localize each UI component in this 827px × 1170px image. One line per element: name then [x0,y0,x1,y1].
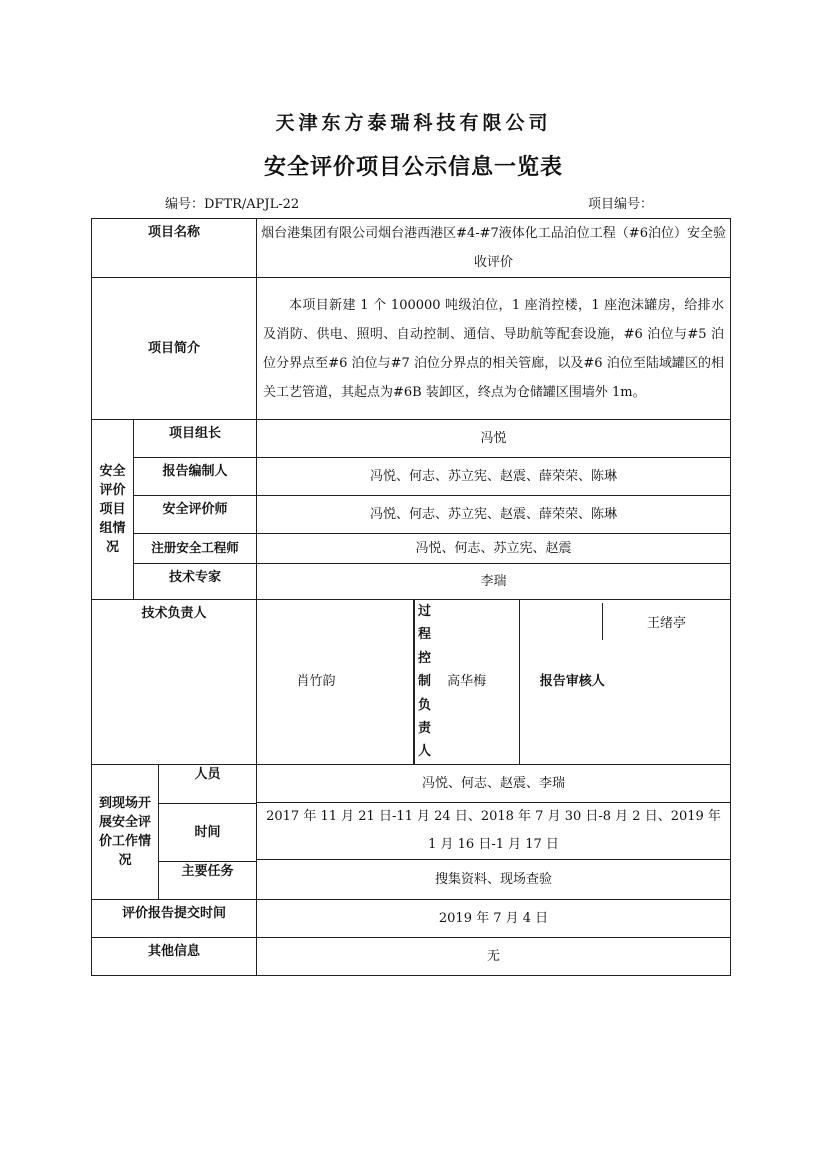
site-task-value: 搜集资料、现场查验 [257,860,731,899]
site-task-label: 主要任务 [181,863,234,879]
expert-value: 李瑞 [257,564,731,600]
row-site-people [92,764,731,802]
report-writer-label: 报告编制人 [134,458,257,496]
row-report-writer [92,458,731,496]
site-group-wrapper [92,765,256,899]
row-other-info [92,937,731,975]
site-group-cell [92,764,257,899]
site-people-label: 人员 [159,765,256,804]
project-number-label: 项目编号： [588,197,654,212]
submit-time-label: 评价报告提交时间 [92,899,257,937]
team-leader-value: 冯悦 [257,420,731,458]
engineer-label: 注册安全工程师 [134,534,257,564]
tech-responsible-value: 肖竹韵 [257,600,414,765]
project-intro-label: 项目简介 [92,278,257,420]
row-engineer [92,534,731,564]
engineer-value: 冯悦、何志、苏立宪、赵震 [257,534,731,564]
site-time-value: 2017 年 11 月 21 日-11 月 24 日、2018 年 7 月 30 日-8 月 2 日、2019 年 1 月 16 日-1 月 17 日 [257,803,731,860]
evaluator-label: 安全评价师 [134,496,257,534]
document-code: 编号：DFTR/APJL-22 [165,197,300,212]
project-intro-value: 本项目新建 1 个 100000 吨级泊位，1 座消控楼，1 座泡沫罐房，给排水及消防、供电、照明、自动控制、通信、导助航等配套设施，#6 泊位与#5 泊位分界点至#6 泊位与#7 泊位分界点的相关管廊，以及#6 泊位至陆域罐区的相关工艺管道，其起点为#6B 装卸区，终点为仓储罐区围墙外 1m。 [257,278,731,420]
process-responsible-value: 高华梅 [414,600,519,764]
review-value: 王绪亭 [602,603,730,640]
report-writer-value: 冯悦、何志、苏立宪、赵震、薛荣荣、陈琳 [257,458,731,496]
site-sub-labels [159,765,256,899]
expert-label: 技术专家 [134,564,257,600]
evaluator-value: 冯悦、何志、苏立宪、赵震、薛荣荣、陈琳 [257,496,731,534]
row-expert [92,564,731,600]
responsible-inner-table: 过程控制负责人 高华梅 报告审核人 [414,600,730,764]
row-project-intro [92,278,731,420]
row-team-leader [92,420,731,458]
team-leader-label: 项目组长 [134,420,257,458]
review-label: 报告审核人 [519,600,624,764]
info-table [91,218,731,976]
other-info-label: 其他信息 [92,937,257,975]
document-title: 安全评价项目公示信息一览表 [263,155,563,180]
tech-responsible-label: 技术负责人 [92,600,257,765]
company-name: 天津东方泰瑞科技有限公司 [275,112,552,134]
row-project-name [92,219,731,278]
project-name-label: 项目名称 [92,219,257,278]
row-submit-time [92,899,731,937]
other-info-value: 无 [257,937,731,975]
row-evaluator [92,496,731,534]
project-name-value: 烟台港集团有限公司烟台港西港区#4-#7液体化工品泊位工程（#6泊位）安全验收评价 [257,219,731,278]
team-group-label: 安全评价项目组情况 [92,420,134,600]
site-group-label: 到现场开展安全评价工作情况 [92,765,159,899]
site-people-value: 冯悦、何志、赵震、李瑞 [257,764,731,802]
submit-time-value: 2019 年 7 月 4 日 [257,899,731,937]
site-time-label: 时间 [159,804,256,862]
